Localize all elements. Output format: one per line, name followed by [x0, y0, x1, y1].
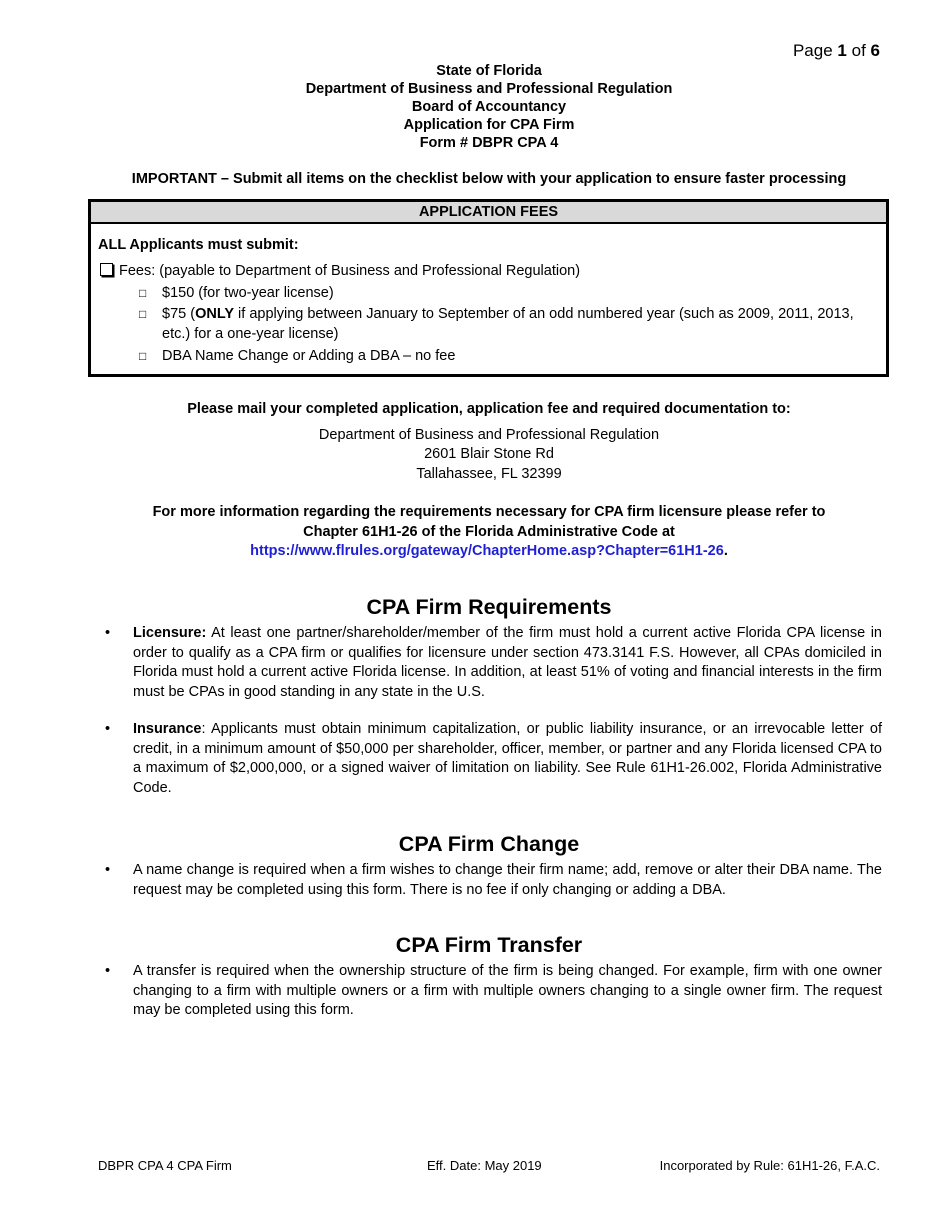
page-current: 1	[837, 41, 847, 60]
fee-option-text: $75 (ONLY if applying between January to September of an odd numbered year (such as 2009, 2011, 2013, etc.) for a one-year license)	[162, 306, 854, 342]
more-info: For more information regarding the requirements necessary for CPA firm licensure please refer to Chapter 61H1-26 of the Florida Administrative Code at https://www.flrules.org/gateway/ChapterHome.asp?Chapter=61H1-26.	[0, 503, 950, 562]
bullet-icon: •	[105, 862, 111, 878]
info-line: For more information regarding the requirements necessary for CPA firm licensure please refer to	[152, 504, 826, 520]
address-line: 2601 Blair Stone Rd	[424, 446, 554, 463]
fees-line-text: Fees: (payable to Department of Business and Professional Regulation)	[119, 263, 581, 279]
fee-option-text: $150 (for two-year license)	[162, 285, 334, 301]
page-of: of	[851, 41, 866, 60]
address-line: Tallahassee, FL 32399	[416, 465, 562, 482]
header-board: Board of Accountancy	[411, 99, 567, 115]
small-square-icon: □	[139, 349, 147, 363]
all-applicants-label: ALL Applicants must submit:	[98, 237, 299, 253]
bullet-icon: •	[105, 721, 111, 737]
mailing-address	[0, 426, 950, 484]
licensure-bullet: • Licensure: At least one partner/shareholder/member of the firm must hold a current active Florida CPA license in order to qualify as a CPA firm or qualifies for licensure under section 473.3141 F.S. However, all CPAs domiciled in Florida must hold a current active Florida license. In addition, at least 51% of voting and financial interests in the firm must be CPAs in good standing in any state in the U.S.	[105, 625, 882, 700]
header-form-number: Form # DBPR CPA 4	[419, 135, 559, 151]
page-total: 6	[870, 41, 880, 60]
mail-heading: Please mail your completed application, application fee and required documentation to:	[187, 401, 791, 417]
small-square-icon: □	[139, 307, 147, 321]
change-bullet: • A name change is required when a firm wishes to change their firm name; add, remove or alter their DBA name. The request may be completed using this form. There is no fee if only changing or adding a DBA.	[105, 862, 882, 898]
transfer-heading: CPA Firm Transfer	[395, 933, 583, 957]
info-line: Chapter 61H1-26 of the Florida Administrative Code at	[303, 523, 675, 540]
address-line: Department of Business and Professional Regulation	[318, 427, 660, 443]
small-square-icon: □	[139, 286, 147, 300]
insurance-bullet: • Insurance: Applicants must obtain minimum capitalization, or public liability insurance, or an irrevocable letter of credit, in a minimum amount of $50,000 per shareholder, officer, member, or partner and any Florida licensed CPA to a maximum of $2,000,000, or a signed waiver of limitation on liability. See Rule 61H1-26.002, Florida Administrative Code.	[105, 721, 882, 796]
fee-option-dba	[139, 347, 874, 367]
important-notice: IMPORTANT – Submit all items on the checklist below with your application to ensure faster processing	[131, 171, 847, 187]
transfer-bullet: • A transfer is required when the ownership structure of the firm is being changed. For example, firm with one owner changing to a firm with multiple owners or a firm with multiple owners changing to a single owner firm. The request may be completed using this form.	[105, 963, 882, 1018]
header-department: Department of Business and Professional Regulation	[305, 81, 673, 97]
footer-form-name: DBPR CPA 4 CPA Firm	[98, 1158, 232, 1173]
bullet-icon: •	[105, 625, 111, 641]
footer-rule: Incorporated by Rule: 61H1-26, F.A.C.	[659, 1158, 880, 1173]
fee-option-two-year	[139, 284, 874, 304]
fees-title: APPLICATION FEES	[91, 202, 886, 224]
form-header	[0, 62, 950, 152]
checkbox-icon	[100, 263, 113, 276]
page-label: Page	[792, 41, 833, 60]
page-number	[793, 41, 880, 61]
fee-option-one-year	[139, 305, 874, 344]
change-heading: CPA Firm Change	[398, 832, 580, 856]
bullet-icon: •	[105, 963, 111, 979]
application-fees-box	[88, 199, 889, 377]
requirements-heading: CPA Firm Requirements	[366, 595, 612, 619]
fees-checklist-item	[100, 263, 580, 279]
fee-option-text: DBA Name Change or Adding a DBA – no fee	[162, 348, 456, 364]
footer-eff-date: Eff. Date: May 2019	[427, 1158, 542, 1173]
header-state: State of Florida	[436, 63, 542, 79]
header-application: Application for CPA Firm	[403, 117, 575, 133]
flrules-link[interactable]: https://www.flrules.org/gateway/ChapterHome.asp?Chapter=61H1-26	[250, 543, 724, 559]
